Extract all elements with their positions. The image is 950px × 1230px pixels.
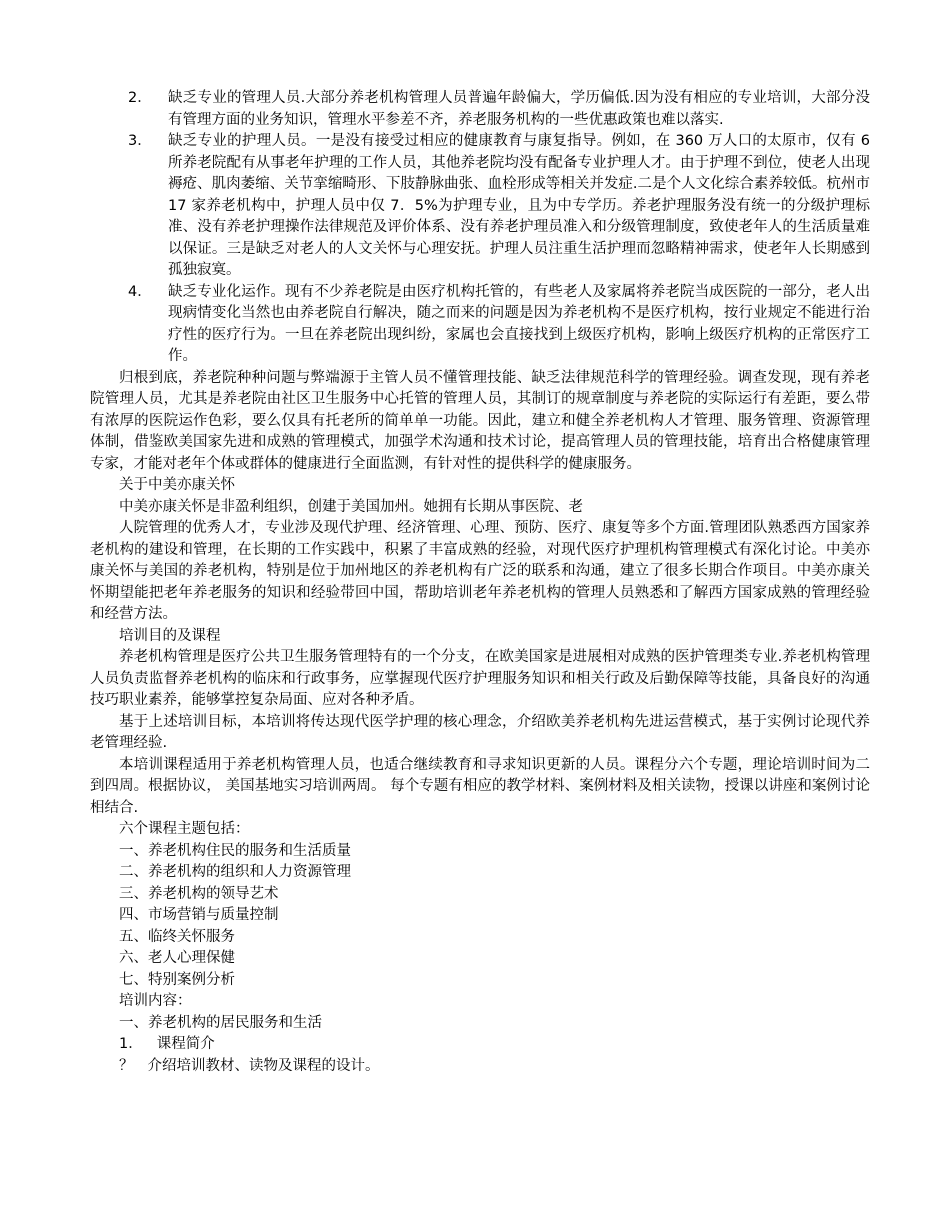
- content-subsection: [90, 1034, 870, 1056]
- problem-item-4: [90, 282, 870, 368]
- training-paragraph-3: 本培训课程适用于养老机构管理人员，也适合继续教育和寻求知识更新的人员。课程分六个专题，理论培训时间为二到四周。根据协议， 美国基地实习培训两周。 每个专题有相应的教学材料、案例材料及相关读物，授课以讲座和案例讨论相结合.: [90, 756, 870, 816]
- topic-item: 三、养老机构的领导艺术: [119, 885, 279, 902]
- topic-item: 一、养老机构住民的服务和生活质量: [119, 842, 351, 859]
- subsection-number: 1．: [119, 1036, 143, 1052]
- topics-heading: 六个课程主题包括：: [119, 821, 250, 837]
- training-paragraph-2: 基于上述培训目标，本培训将传达现代医学护理的核心理念，介绍欧美养老机构先进运营模式，基于实例讨论现代养老管理经验.: [90, 713, 870, 751]
- problem-text: 缺乏专业化运作。现有不少养老院是由医疗机构托管的，有些老人及家属将养老院当成医院的一部分，老人出现病情变化当然也由养老院自行解决，随之而来的问题是因为养老机构不是医疗机构，按行业规定不能进行治疗性的医疗行为。一旦在养老院出现纠纷，家属也会直接找到上级医疗机构，影响上级医疗机构的正常医疗工作。: [168, 283, 870, 364]
- topic-item: 六、老人心理保健: [119, 950, 235, 966]
- subsection-label: 课程简介: [156, 1036, 215, 1052]
- content-heading: 培训内容：: [119, 993, 192, 1009]
- about-heading: 关于中美亦康关怀: [119, 477, 235, 493]
- topic-item: 二、养老机构的组织和人力资源管理: [119, 864, 351, 880]
- problem-number: 4．: [128, 283, 152, 300]
- conclusion-paragraph: 归根到底，养老院种种问题与弊端源于主管人员不懂管理技能、缺乏法律规范科学的管理经验。调查发现，现有养老院管理人员，尤其是养老院由社区卫生服务中心托管的管理人员，其制订的规章制度与养老院的实际运行有差距，要么带有浓厚的医院运作色彩，要么仅具有托老所的简单单一功能。因此，建立和健全养老机构人才管理、服务管理、资源管理体制，借鉴欧美国家先进和成熟的管理模式，加强学术沟通和技术讨论，提高管理人员的管理技能，培育出合格健康管理专家，才能对老年个体或群体的健康进行全面监测，有针对性的提供科学的健康服务。: [90, 369, 870, 472]
- topic-item: 五、临终关怀服务: [119, 928, 235, 945]
- bullet-text: 介绍培训教材、读物及课程的设计。: [147, 1057, 380, 1074]
- problem-item-3: [90, 131, 870, 282]
- content-bullet: [90, 1056, 870, 1078]
- problem-number: 3．: [128, 133, 152, 149]
- content-section-1: 一、养老机构的居民服务和生活: [119, 1014, 322, 1031]
- about-paragraph: 人院管理的优秀人才，专业涉及现代护理、经济管理、心理、预防、医疗、康复等多个方面.管理团队熟悉西方国家养老机构的建设和管理，在长期的工作实践中，积累了丰富成熟的经验，对现代医疗护理机构管理模式有深化讨论。中美亦康关怀与美国的养老机构，特别是位于加州地区的养老机构有广泛的联系和沟通，建立了很多长期合作项目。中美亦康关怀期望能把老年养老服务的知识和经验带回中国，帮助培训老年养老机构的管理人员熟悉和了解西方国家成熟的管理经验和经营方法。: [90, 520, 870, 622]
- problem-text: 缺乏专业的护理人员。一是没有接受过相应的健康教育与康复指导。例如，在 360 万人口的太原市，仅有 6 所养老院配有从事老年护理的工作人员，其他养老院均没有配备专业护理人才。由于护理不到位，使老人出现褥疮、肌肉萎缩、关节挛缩畸形、下肢静脉曲张、血栓形成等相关并发症.二是个人文化综合素养较低。杭州市 17 家养老机构中，护理人员中仅 7．5%为护理专业，且为中专学历。养老护理服务没有统一的分级护理标准、没有养老护理操作法律规范及评价体系、没有养老护理员准入和分级管理制度，致使老年人的生活质量难以保证。三是缺乏对老人的人文关怀与心理安抚。护理人员注重生活护理而忽略精神需求，使老年人长期感到孤独寂寞。: [168, 133, 870, 278]
- training-paragraph-1: 养老机构管理是医疗公共卫生服务管理特有的一个分支，在欧美国家是进展相对成熟的医护管理类专业.养老机构管理人员负责监督养老机构的临床和行政事务，应掌握现代医疗护理服务知识和相关行政及后勤保障等技能，具备良好的沟通技巧职业素养，能够掌控复杂局面、应对各种矛盾。: [90, 649, 870, 708]
- problem-text: 缺乏专业的管理人员.大部分养老机构管理人员普遍年龄偏大，学历偏低.因为没有相应的专业培训，大部分没有管理方面的业务知识，管理水平参差不齐，养老服务机构的一些优惠政策也难以落实.: [168, 90, 870, 128]
- topics-list: [90, 841, 870, 992]
- bullet-mark: ？: [119, 1057, 134, 1074]
- topic-item: 七、特别案例分析: [119, 971, 235, 988]
- document-page: [90, 88, 870, 1077]
- problem-number: 2．: [128, 90, 152, 106]
- topic-item: 四、市场营销与质量控制: [119, 907, 279, 923]
- training-heading: 培训目的及课程: [119, 627, 221, 644]
- problem-item-2: [90, 88, 870, 131]
- about-intro-line: 中美亦康关怀是非盈利组织，创建于美国加州。她拥有长期从事医院、老: [119, 498, 583, 515]
